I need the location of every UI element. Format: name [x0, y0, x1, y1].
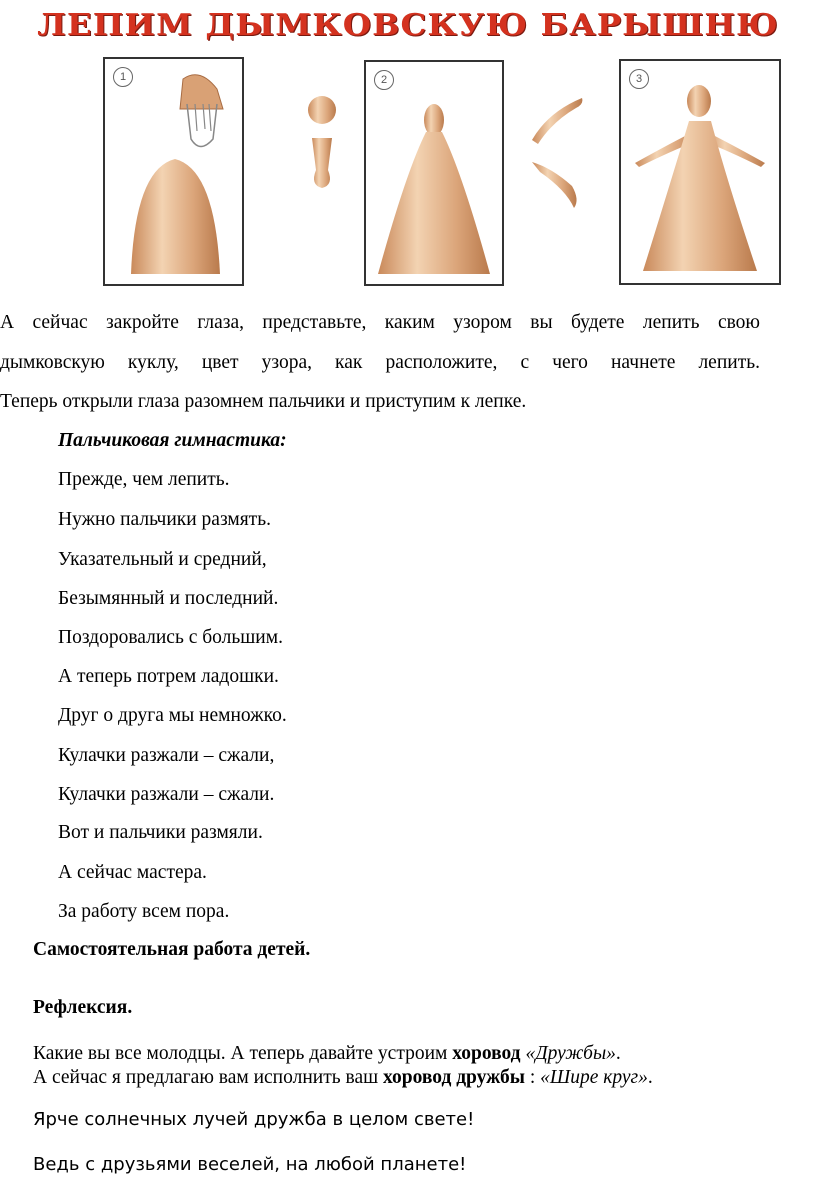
- step-number: 3: [629, 69, 649, 89]
- poem-line: Нужно пальчики размять.: [58, 509, 271, 530]
- intro-line-1: А сейчас закройте глаза, представьте, каким узором вы будете лепить свою: [0, 312, 760, 333]
- poem-line: А сейчас мастера.: [58, 862, 207, 883]
- step-number: 1: [113, 67, 133, 87]
- independent-work-heading: Самостоятельная работа детей.: [33, 939, 311, 960]
- reflection-text: .: [615, 1043, 621, 1064]
- poem-line: За работу всем пора.: [58, 901, 230, 922]
- reflection-text: .: [647, 1067, 653, 1088]
- step-number: 2: [374, 70, 394, 90]
- reflection-line-1: [33, 1043, 621, 1065]
- reflection-line-2: [33, 1067, 653, 1089]
- finished-doll-illustration: [621, 61, 779, 283]
- poem-line: Поздоровались с большим.: [58, 627, 283, 648]
- poem-line: Друг о друга мы немножко.: [58, 705, 287, 726]
- intro-line-3: Теперь открыли глаза разомнем пальчики и приступим к лепке.: [0, 391, 527, 412]
- song-line-2: Ведь с друзьями веселей, на любой планете!: [33, 1154, 467, 1175]
- reflection-bold: хоровод дружбы: [383, 1067, 525, 1088]
- poem-line: Кулачки разжали – сжали.: [58, 784, 275, 805]
- gymnastics-heading: Пальчиковая гимнастика:: [58, 430, 287, 451]
- poem-line: А теперь потрем ладошки.: [58, 666, 279, 687]
- reflection-bold: хоровод: [452, 1043, 521, 1064]
- poem-line: Вот и пальчики размяли.: [58, 822, 263, 843]
- reflection-italic: «Шире круг»: [540, 1067, 648, 1088]
- poem-line: Указательный и средний,: [58, 549, 267, 570]
- reflection-heading: Рефлексия.: [33, 997, 133, 1018]
- poem-line: Прежде, чем лепить.: [58, 469, 230, 490]
- step-3-panel: [619, 59, 781, 285]
- poem-line: Безымянный и последний.: [58, 588, 279, 609]
- intro-line-2: дымковскую куклу, цвет узора, как расположите, с чего начнете лепить.: [0, 352, 760, 373]
- reflection-italic: «Дружбы»: [520, 1043, 616, 1064]
- reflection-text: Какие вы все молодцы. А теперь давайте устроим: [33, 1043, 453, 1064]
- song-line-1: Ярче солнечных лучей дружба в целом свете!: [33, 1109, 475, 1130]
- reflection-text: :: [525, 1067, 541, 1088]
- poem-line: Кулачки разжали – сжали,: [58, 745, 275, 766]
- page-title: ЛЕПИМ ДЫМКОВСКУЮ БАРЫШНЮ: [37, 8, 779, 43]
- reflection-text: А сейчас я предлагаю вам исполнить ваш: [33, 1067, 383, 1088]
